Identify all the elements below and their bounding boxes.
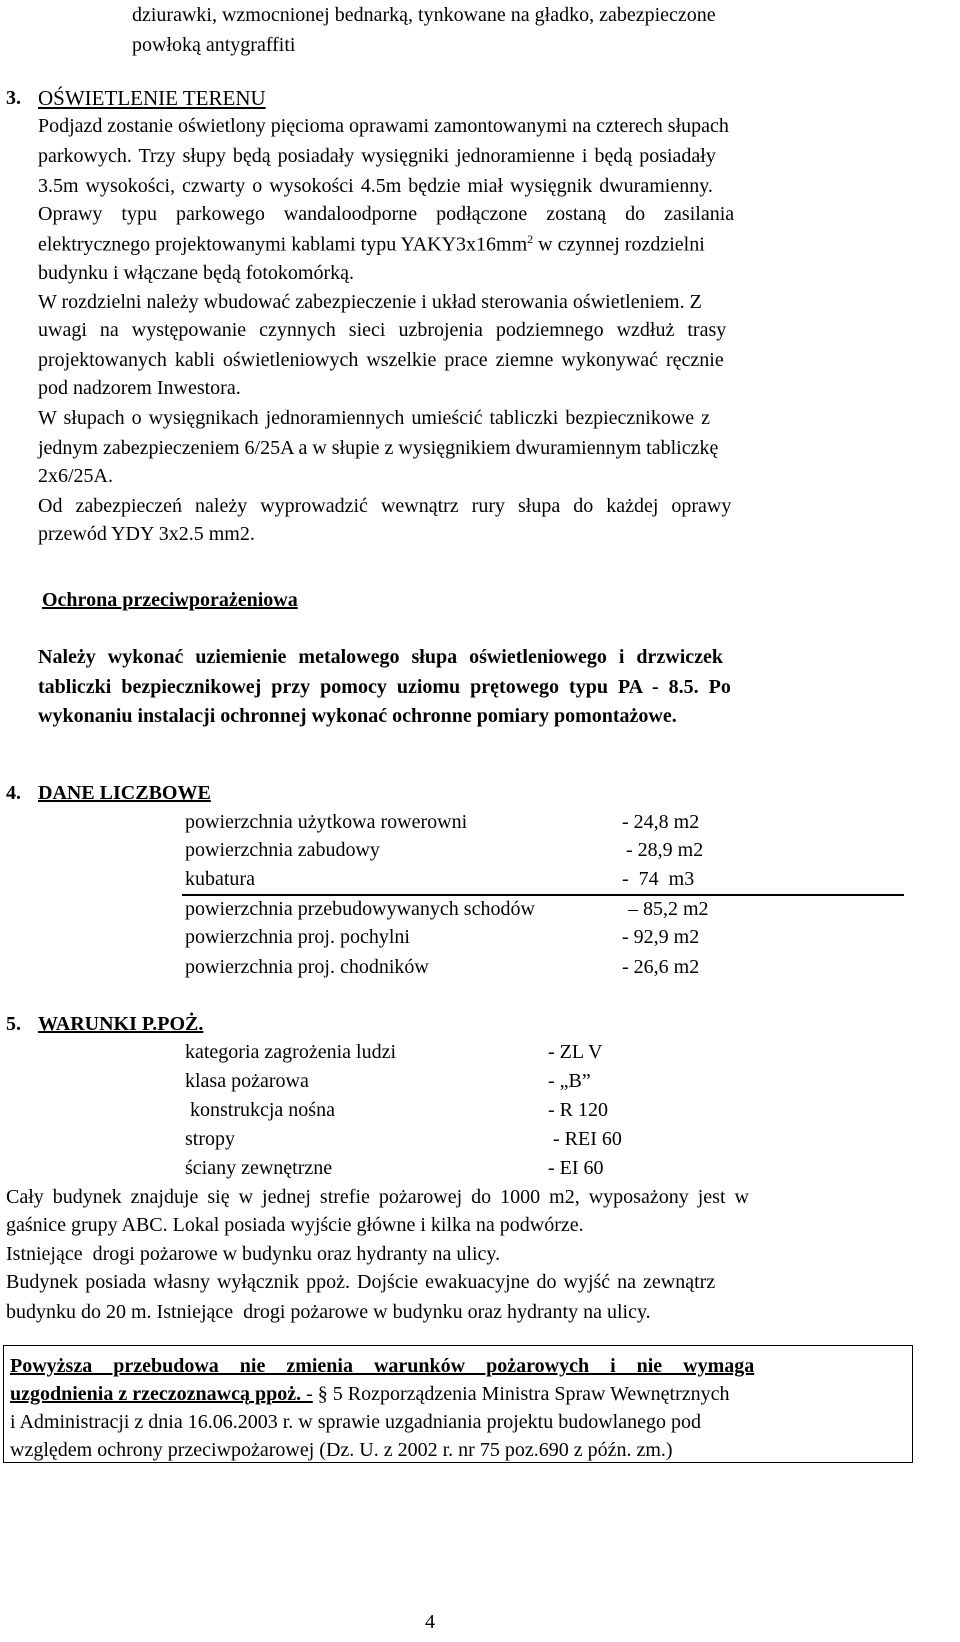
- protection-line: wykonaniu instalacji ochronnej wykonać ochronne pomiary pomontażowe.: [38, 705, 677, 727]
- section-3-line: parkowych. Trzy słupy będą posiadały wysięgniki jednoramienne i będą posiadały: [38, 145, 716, 167]
- section-3-line: budynku i włączane będą fotokomórką.: [38, 262, 355, 284]
- section-3-line: jednym zabezpieczeniem 6/25A a w słupie z wysięgnikiem dwuramiennym tabliczkę: [38, 437, 719, 459]
- data-value: - 74 m3: [622, 868, 695, 890]
- data-value: – 85,2 m2: [628, 898, 709, 920]
- data-value: - 92,9 m2: [622, 926, 700, 948]
- section-3-line-cable: [38, 233, 705, 255]
- section-5-number: 5.: [6, 1013, 21, 1035]
- section-3-line: uwagi na występowanie czynnych sieci uzbrojenia podziemnego wzdłuż trasy: [38, 319, 727, 341]
- page-number: 4: [425, 1611, 435, 1633]
- fire-label: stropy: [185, 1128, 235, 1150]
- notice-box: [3, 1345, 913, 1463]
- section-3-line: W słupach o wysięgnikach jednoramiennych umieścić tabliczki bezpiecznikowe z: [38, 407, 711, 429]
- section-3-line: Od zabezpieczeń należy wyprowadzić wewnątrz rury słupa do każdej oprawy: [38, 495, 732, 517]
- data-label: powierzchnia proj. pochylni: [185, 926, 410, 948]
- notice-line-2: [10, 1384, 730, 1404]
- fire-value: - EI 60: [548, 1157, 604, 1179]
- data-value: - 26,6 m2: [622, 956, 700, 978]
- intro-text-1: dziurawki, wzmocnionej bednarką, tynkowane na gładko, zabezpieczone: [132, 4, 716, 26]
- notice-bold-start: uzgodnienia z rzeczoznawcą ppoż.: [10, 1383, 307, 1405]
- protection-line: tabliczki bezpiecznikowej przy pomocy uziomu prętowego typu PA - 8.5. Po: [38, 676, 731, 698]
- section-3-line: 3.5m wysokości, czwarty o wysokości 4.5m będzie miał wysięgnik dwuramienny.: [38, 175, 713, 197]
- notice-dash: -: [306, 1383, 313, 1405]
- fire-label: klasa pożarowa: [185, 1070, 309, 1092]
- section-5-title: WARUNKI P.POŻ.: [38, 1013, 204, 1035]
- section-3-title: OŚWIETLENIE TERENU: [38, 86, 266, 110]
- notice-bold-line: Powyższa przebudowa nie zmienia warunków pożarowych i nie wymaga: [10, 1355, 755, 1377]
- fire-value: - „B”: [548, 1070, 591, 1092]
- data-value: - 24,8 m2: [622, 811, 700, 833]
- section-3-line: 2x6/25A.: [38, 465, 113, 487]
- protection-line: Należy wykonać uziemienie metalowego słupa oświetleniowego i drzwiczek: [38, 646, 724, 668]
- fire-paragraph-line: budynku do 20 m. Istniejące drogi pożarowe w budynku oraz hydranty na ulicy.: [6, 1301, 651, 1323]
- divider-line: [182, 894, 904, 896]
- fire-paragraph-line: gaśnice grupy ABC. Lokal posiada wyjście główne i kilka na podwórze.: [6, 1214, 584, 1236]
- data-label: powierzchnia użytkowa rowerowni: [185, 811, 468, 833]
- fire-value: - R 120: [548, 1099, 608, 1121]
- data-label: powierzchnia proj. chodników: [185, 956, 429, 978]
- data-value: - 28,9 m2: [626, 839, 704, 861]
- section-3-line: projektowanych kabli oświetleniowych wszelkie prace ziemne wykonywać ręcznie: [38, 349, 724, 371]
- section-3-number: 3.: [6, 87, 21, 109]
- fire-paragraph-line: Istniejące drogi pożarowe w budynku oraz hydranty na ulicy.: [6, 1243, 501, 1265]
- notice-line-3: i Administracji z dnia 16.06.2003 r. w sprawie uzgadniania projektu budowlanego pod: [10, 1411, 701, 1433]
- fire-paragraph-line: Budynek posiada własny wyłącznik ppoż. Dojście ewakuacyjne do wyjść na zewnątrz: [6, 1271, 716, 1293]
- fire-paragraph-line: Cały budynek znajduje się w jednej strefie pożarowej do 1000 m2, wyposażony jest w: [6, 1186, 749, 1208]
- cable-text: elektrycznego projektowanymi kablami typu YAKY3x16mm: [38, 233, 528, 256]
- data-label: powierzchnia przebudowywanych schodów: [185, 898, 535, 920]
- notice-rest: § 5 Rozporządzenia Ministra Spraw Wewnętrznych: [312, 1383, 730, 1405]
- fire-value: - ZL V: [548, 1041, 603, 1063]
- protection-heading: Ochrona przeciwporażeniowa: [42, 589, 298, 611]
- section-4-title: DANE LICZBOWE: [38, 782, 211, 804]
- section-3-line: Podjazd zostanie oświetlony pięcioma oprawami zamontowanymi na czterech słupach: [38, 115, 729, 137]
- fire-label: konstrukcja nośna: [185, 1099, 335, 1121]
- intro-line-2: powłoką antygraffiti: [132, 34, 296, 56]
- notice-line-4: względem ochrony przeciwpożarowej (Dz. U. z 2002 r. nr 75 poz.690 z późn. zm.): [10, 1439, 673, 1461]
- section-3-line: Oprawy typu parkowego wandaloodporne podłączone zostaną do zasilania: [38, 203, 735, 225]
- section-3-line: przewód YDY 3x2.5 mm2.: [38, 523, 255, 545]
- data-label: kubatura: [185, 868, 255, 890]
- fire-label: ściany zewnętrzne: [185, 1157, 333, 1179]
- section-3-line: W rozdzielni należy wbudować zabezpieczenie i układ sterowania oświetleniem. Z: [38, 291, 702, 313]
- fire-label: kategoria zagrożenia ludzi: [185, 1041, 396, 1063]
- superscript: 2: [527, 232, 534, 246]
- section-3-line: pod nadzorem Inwestora.: [38, 377, 241, 399]
- cable-text-end: w czynnej rozdzielni: [533, 233, 705, 256]
- section-4-number: 4.: [6, 782, 21, 804]
- data-label: powierzchnia zabudowy: [185, 839, 380, 861]
- intro-line-1: [132, 5, 904, 25]
- fire-value: - REI 60: [548, 1128, 622, 1150]
